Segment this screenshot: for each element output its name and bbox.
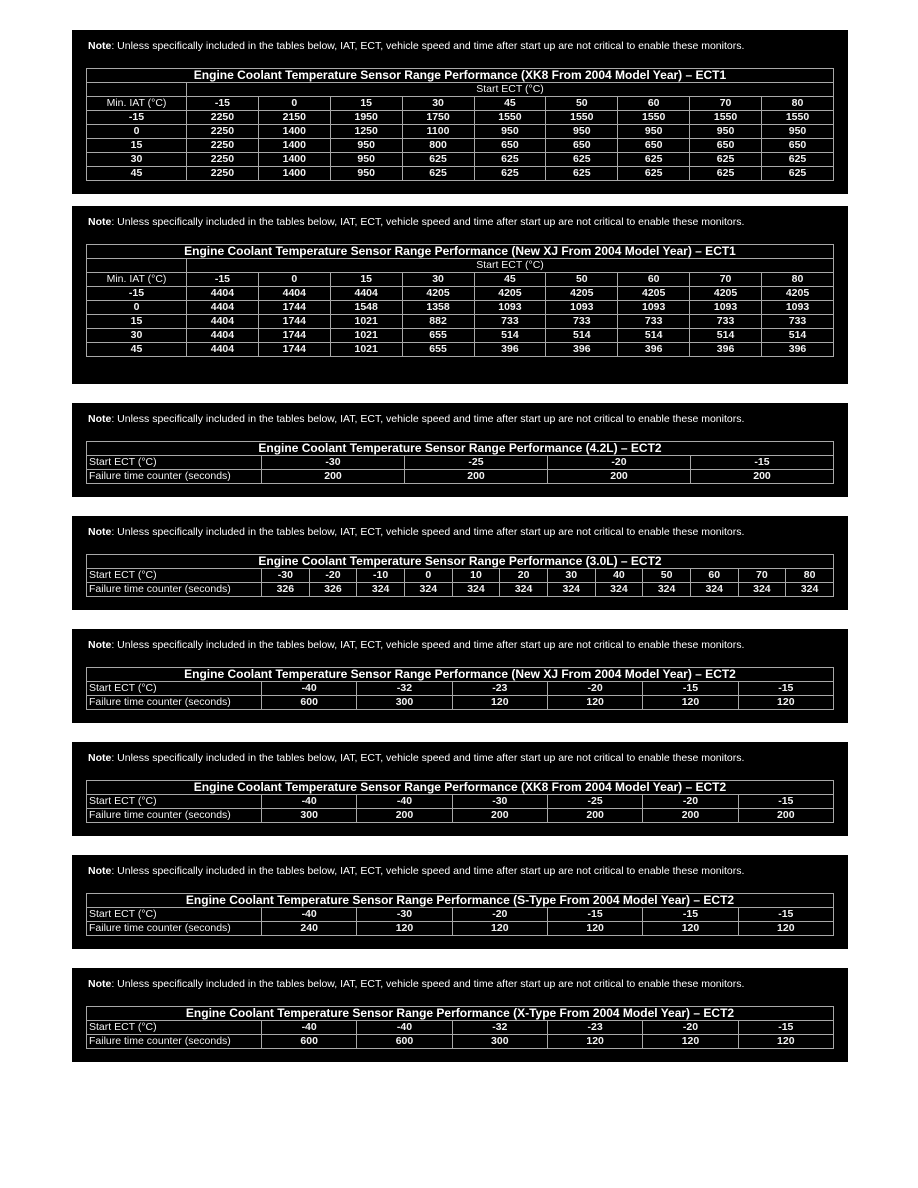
cell-value: 1100 [402,125,474,139]
cell-value: -40 [262,682,357,696]
note-text [88,216,834,228]
cell-value: 396 [690,343,762,357]
col-header: 80 [762,97,834,111]
cell-value: 514 [474,329,546,343]
cell-value: 0 [404,569,452,583]
row-label: 45 [87,167,187,181]
corner-label: Min. IAT (°C) [87,97,187,111]
cell-value: 200 [643,809,738,823]
row-label: Start ECT (°C) [87,908,262,922]
cell-value: 20 [500,569,548,583]
cell-value: 1021 [330,343,402,357]
cell-value: 4205 [402,287,474,301]
monitor-block [72,30,848,194]
cell-value: 200 [547,809,642,823]
cell-value: 1358 [402,301,474,315]
corner-label: Min. IAT (°C) [87,273,187,287]
cell-value: 1021 [330,329,402,343]
note-text [88,413,834,425]
row-label: Failure time counter (seconds) [87,696,262,710]
cell-value: 1550 [690,111,762,125]
cell-value: 120 [547,696,642,710]
cell-value: -15 [738,682,833,696]
cell-value: 882 [402,315,474,329]
row-label: 0 [87,125,187,139]
cell-value: 1093 [546,301,618,315]
cell-value: 396 [618,343,690,357]
cell-value: 625 [474,167,546,181]
note-label: Note [88,526,112,538]
cell-value: 4404 [187,343,259,357]
cell-value: 4404 [187,287,259,301]
cell-value: 514 [762,329,834,343]
note-label: Note [88,413,112,425]
cell-value: 4404 [187,301,259,315]
cell-value: -40 [262,795,357,809]
row-label: -15 [87,287,187,301]
row-label: Failure time counter (seconds) [87,809,262,823]
cell-value: 120 [643,922,738,936]
table-row [87,583,834,597]
cell-value: -30 [452,795,547,809]
cell-value: 120 [547,1035,642,1049]
cell-value: -15 [691,456,834,470]
row-label: 0 [87,301,187,315]
cell-value: 120 [643,1035,738,1049]
col-header: 45 [474,97,546,111]
col-header: 30 [402,97,474,111]
cell-value: 1550 [762,111,834,125]
cell-value: -40 [262,1021,357,1035]
cell-value: 625 [402,167,474,181]
cell-value: 300 [357,696,452,710]
row-label: 30 [87,329,187,343]
cell-value: -20 [548,456,691,470]
cell-value: 2250 [187,167,259,181]
table-title: Engine Coolant Temperature Sensor Range Performance (XK8 From 2004 Model Year) – ECT2 [87,781,834,795]
cell-value: -40 [262,908,357,922]
monitor-block [72,742,848,836]
cell-value: 950 [330,153,402,167]
cell-value: 120 [738,696,833,710]
cell-value: 324 [786,583,834,597]
cell-value: -20 [643,1021,738,1035]
row-label: Start ECT (°C) [87,569,262,583]
cell-value: 200 [452,809,547,823]
monitor-block [72,855,848,949]
cell-value: 324 [738,583,786,597]
row-label: Start ECT (°C) [87,1021,262,1035]
row-label: 30 [87,153,187,167]
note-body: : Unless specifically included in the tables below, IAT, ECT, vehicle speed and time after start up are not critical to enable these monitors. [111,413,745,425]
col-header: 80 [762,273,834,287]
note-label: Note [88,978,112,990]
ect-table [86,244,834,357]
col-header: 60 [618,273,690,287]
cell-value: 324 [595,583,643,597]
table-row [87,908,834,922]
ect-table [86,893,834,936]
table-row [87,1035,834,1049]
cell-value: 324 [404,583,452,597]
cell-value: 1550 [474,111,546,125]
cell-value: 1400 [258,125,330,139]
cell-value: 733 [546,315,618,329]
corner-empty-cell [87,259,187,273]
row-label: Start ECT (°C) [87,456,262,470]
monitor-block [72,403,848,497]
cell-value: 396 [762,343,834,357]
table-row [87,470,834,484]
cell-value: 4205 [474,287,546,301]
cell-value: 625 [474,153,546,167]
cell-value: 625 [690,153,762,167]
col-header: 15 [330,273,402,287]
table-row [87,795,834,809]
cell-value: 4205 [690,287,762,301]
table-row [87,301,834,315]
cell-value: 625 [690,167,762,181]
table-row [87,287,834,301]
cell-value: 396 [474,343,546,357]
note-text [88,978,834,990]
note-body: : Unless specifically included in the tables below, IAT, ECT, vehicle speed and time after start up are not critical to enable these monitors. [111,216,745,228]
table-row [87,569,834,583]
cell-value: 1400 [258,139,330,153]
note-text [88,40,834,52]
table-title: Engine Coolant Temperature Sensor Range Performance (New XJ From 2004 Model Year) – ECT2 [87,668,834,682]
cell-value: 950 [474,125,546,139]
cell-value: 600 [262,1035,357,1049]
note-body: : Unless specifically included in the tables below, IAT, ECT, vehicle speed and time after start up are not critical to enable these monitors. [111,978,745,990]
cell-value: 4205 [762,287,834,301]
note-body: : Unless specifically included in the tables below, IAT, ECT, vehicle speed and time after start up are not critical to enable these monitors. [111,526,745,538]
cell-value: 80 [786,569,834,583]
row-label: 45 [87,343,187,357]
cell-value: -30 [262,456,405,470]
row-label: Failure time counter (seconds) [87,583,262,597]
row-label: 15 [87,139,187,153]
cell-value: 1250 [330,125,402,139]
cell-value: 2250 [187,153,259,167]
cell-value: -25 [405,456,548,470]
cell-value: 625 [546,167,618,181]
cell-value: 1744 [258,329,330,343]
cell-value: 70 [738,569,786,583]
cell-value: 1400 [258,167,330,181]
table-title: Engine Coolant Temperature Sensor Range Performance (New XJ From 2004 Model Year) – ECT1 [87,245,834,259]
table-title: Engine Coolant Temperature Sensor Range Performance (X-Type From 2004 Model Year) – ECT2 [87,1007,834,1021]
table-row [87,139,834,153]
cell-value: 514 [690,329,762,343]
cell-value: 200 [691,470,834,484]
cell-value: -20 [452,908,547,922]
cell-value: 120 [738,922,833,936]
cell-value: 650 [546,139,618,153]
cell-value: 650 [690,139,762,153]
cell-value: -23 [452,682,547,696]
note-label: Note [88,752,112,764]
col-header: -15 [187,273,259,287]
cell-value: -30 [357,908,452,922]
cell-value: 200 [262,470,405,484]
col-header: 60 [618,97,690,111]
cell-value: 950 [762,125,834,139]
col-header: 70 [690,97,762,111]
cell-value: 60 [690,569,738,583]
row-label: Start ECT (°C) [87,682,262,696]
table-row [87,167,834,181]
cell-value: 1093 [474,301,546,315]
cell-value: 324 [643,583,691,597]
cell-value: -10 [357,569,405,583]
cell-value: -40 [357,795,452,809]
note-body: : Unless specifically included in the tables below, IAT, ECT, vehicle speed and time after start up are not critical to enable these monitors. [111,752,745,764]
cell-value: 4404 [330,287,402,301]
cell-value: -15 [738,1021,833,1035]
cell-value: 625 [618,153,690,167]
cell-value: 300 [452,1035,547,1049]
cell-value: 10 [452,569,500,583]
ect-table [86,441,834,484]
cell-value: 1950 [330,111,402,125]
cell-value: 4205 [546,287,618,301]
cell-value: 950 [690,125,762,139]
cell-value: 120 [547,922,642,936]
cell-value: 120 [452,696,547,710]
col-header: 30 [402,273,474,287]
cell-value: 324 [547,583,595,597]
cell-value: 600 [262,696,357,710]
cell-value: 600 [357,1035,452,1049]
table-row [87,456,834,470]
table-title: Engine Coolant Temperature Sensor Range Performance (3.0L) – ECT2 [87,555,834,569]
cell-value: -15 [738,908,833,922]
cell-value: 950 [546,125,618,139]
col-header: 50 [546,97,618,111]
note-text [88,639,834,651]
row-label: Failure time counter (seconds) [87,1035,262,1049]
cell-value: 655 [402,329,474,343]
table-row [87,153,834,167]
row-label: Failure time counter (seconds) [87,922,262,936]
note-label: Note [88,865,112,877]
note-label: Note [88,40,112,52]
col-header: 15 [330,97,402,111]
cell-value: 120 [738,1035,833,1049]
table-row [87,922,834,936]
cell-value: 4404 [258,287,330,301]
cell-value: 950 [330,139,402,153]
cell-value: -23 [547,1021,642,1035]
cell-value: 1744 [258,343,330,357]
note-body: : Unless specifically included in the tables below, IAT, ECT, vehicle speed and time after start up are not critical to enable these monitors. [111,40,745,52]
cell-value: 324 [500,583,548,597]
cell-value: 733 [690,315,762,329]
cell-value: 4205 [618,287,690,301]
col-header: 0 [258,97,330,111]
cell-value: -20 [643,795,738,809]
cell-value: 200 [738,809,833,823]
row-label: Start ECT (°C) [87,795,262,809]
row-label: 15 [87,315,187,329]
cell-value: 1093 [690,301,762,315]
cell-value: 1093 [618,301,690,315]
cell-value: -15 [738,795,833,809]
table-row [87,343,834,357]
cell-value: 240 [262,922,357,936]
cell-value: 200 [405,470,548,484]
corner-empty-cell [87,83,187,97]
cell-value: 733 [618,315,690,329]
cell-value: 200 [357,809,452,823]
cell-value: 2250 [187,125,259,139]
cell-value: 1548 [330,301,402,315]
cell-value: -30 [262,569,310,583]
cell-value: 1550 [546,111,618,125]
cell-value: 324 [690,583,738,597]
table-row [87,125,834,139]
note-body: : Unless specifically included in the tables below, IAT, ECT, vehicle speed and time after start up are not critical to enable these monitors. [111,865,745,877]
cell-value: 4404 [187,315,259,329]
cell-value: 625 [546,153,618,167]
cell-value: 733 [474,315,546,329]
cell-value: 120 [452,922,547,936]
cell-value: -32 [357,682,452,696]
note-text [88,752,834,764]
cell-value: 1550 [618,111,690,125]
span-header: Start ECT (°C) [187,83,834,97]
table-title: Engine Coolant Temperature Sensor Range Performance (S-Type From 2004 Model Year) – ECT2 [87,894,834,908]
cell-value: 396 [546,343,618,357]
cell-value: -32 [452,1021,547,1035]
cell-value: -15 [643,908,738,922]
cell-value: 950 [330,167,402,181]
cell-value: 120 [643,696,738,710]
table-row [87,696,834,710]
cell-value: 1750 [402,111,474,125]
ect-table [86,68,834,181]
cell-value: 326 [309,583,357,597]
cell-value: -40 [357,1021,452,1035]
cell-value: 800 [402,139,474,153]
cell-value: 300 [262,809,357,823]
span-header: Start ECT (°C) [187,259,834,273]
cell-value: 1021 [330,315,402,329]
cell-value: 625 [402,153,474,167]
note-label: Note [88,639,112,651]
cell-value: -15 [547,908,642,922]
cell-value: -25 [547,795,642,809]
cell-value: -20 [309,569,357,583]
cell-value: 1744 [258,301,330,315]
cell-value: 324 [357,583,405,597]
note-text [88,865,834,877]
cell-value: 2250 [187,139,259,153]
cell-value: 650 [474,139,546,153]
cell-value: 2150 [258,111,330,125]
cell-value: 655 [402,343,474,357]
cell-value: 625 [762,153,834,167]
cell-value: 40 [595,569,643,583]
table-row [87,1021,834,1035]
table-row [87,315,834,329]
note-label: Note [88,216,112,228]
table-row [87,111,834,125]
cell-value: 514 [546,329,618,343]
cell-value: 50 [643,569,691,583]
cell-value: 950 [618,125,690,139]
cell-value: 200 [548,470,691,484]
row-label: -15 [87,111,187,125]
ect-table [86,1006,834,1049]
cell-value: 625 [618,167,690,181]
cell-value: -20 [547,682,642,696]
monitor-block [72,629,848,723]
ect-table [86,554,834,597]
cell-value: 1400 [258,153,330,167]
cell-value: 1093 [762,301,834,315]
table-title: Engine Coolant Temperature Sensor Range Performance (4.2L) – ECT2 [87,442,834,456]
cell-value: 650 [762,139,834,153]
table-row [87,329,834,343]
note-text [88,526,834,538]
table-row [87,682,834,696]
ect-table [86,667,834,710]
row-label: Failure time counter (seconds) [87,470,262,484]
col-header: -15 [187,97,259,111]
cell-value: 324 [452,583,500,597]
monitor-block [72,968,848,1062]
cell-value: 30 [547,569,595,583]
col-header: 50 [546,273,618,287]
table-row [87,809,834,823]
cell-value: 4404 [187,329,259,343]
cell-value: -15 [643,682,738,696]
cell-value: 733 [762,315,834,329]
monitor-block [72,516,848,610]
ect-table [86,780,834,823]
col-header: 70 [690,273,762,287]
cell-value: 120 [357,922,452,936]
cell-value: 1744 [258,315,330,329]
cell-value: 514 [618,329,690,343]
col-header: 45 [474,273,546,287]
note-body: : Unless specifically included in the tables below, IAT, ECT, vehicle speed and time after start up are not critical to enable these monitors. [111,639,745,651]
monitor-block [72,206,848,384]
table-title: Engine Coolant Temperature Sensor Range Performance (XK8 From 2004 Model Year) – ECT1 [87,69,834,83]
col-header: 0 [258,273,330,287]
cell-value: 2250 [187,111,259,125]
cell-value: 326 [262,583,310,597]
cell-value: 650 [618,139,690,153]
cell-value: 625 [762,167,834,181]
